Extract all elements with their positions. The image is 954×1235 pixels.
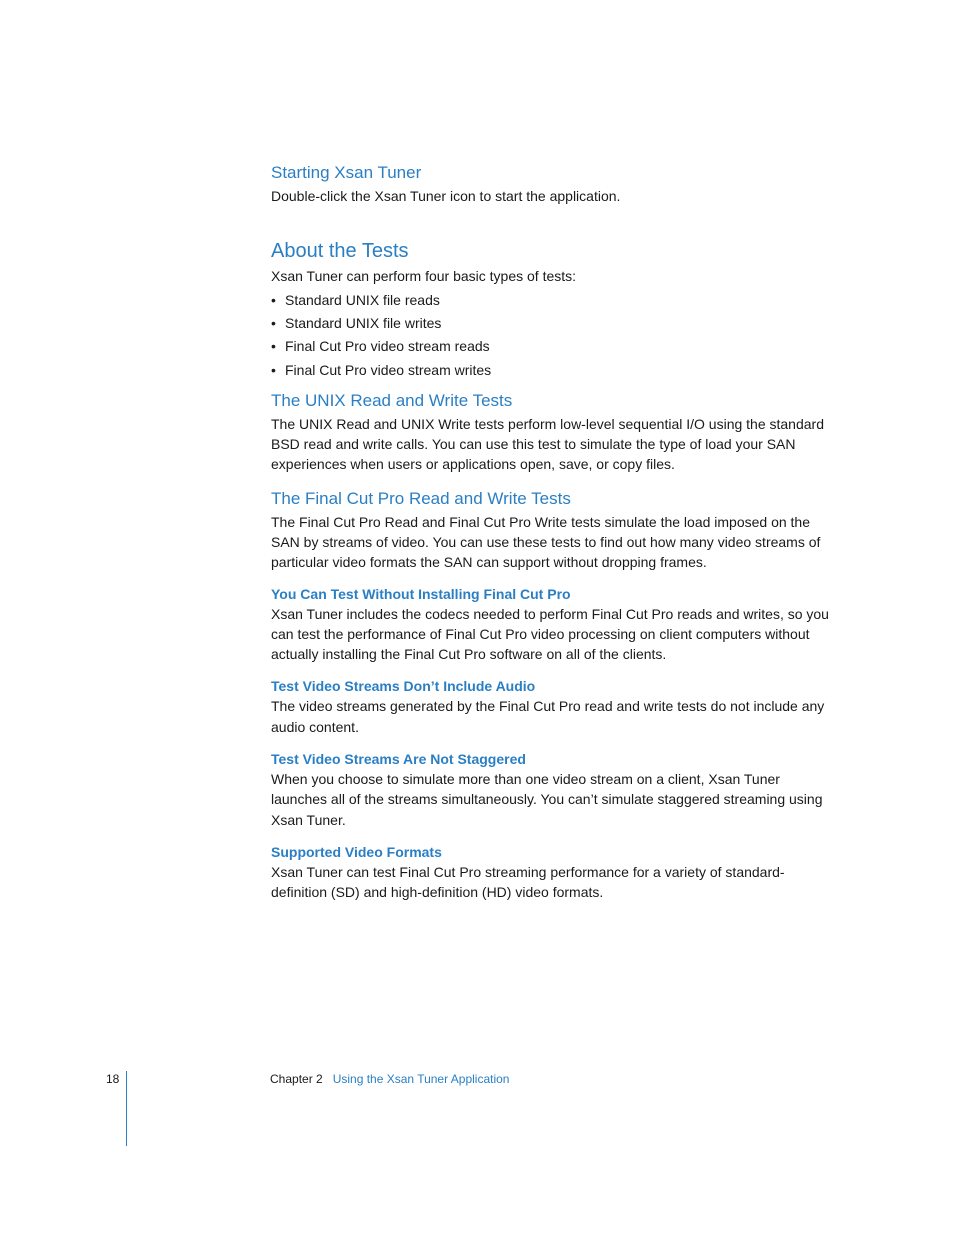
paragraph-unix: The UNIX Read and UNIX Write tests perform low-level sequential I/O using the standard BSD read and write calls. You can use this test to simulate the type of load your SAN experiences when users or applications open, save, or copy files.: [271, 415, 824, 473]
chapter-title: Using the Xsan Tuner Application: [332, 1072, 510, 1086]
footer-divider: [126, 1071, 127, 1146]
bullet-icon: •: [271, 314, 276, 331]
paragraph-not-staggered: When you choose to simulate more than one video stream on a client, Xsan Tuner launches all of the streams simultaneously. You can’t simulate staggered streaming using Xsan Tuner.: [271, 771, 823, 828]
heading-supported-formats: Supported Video Formats: [271, 843, 442, 860]
list-item: • Standard UNIX file writes: [271, 314, 442, 331]
footer-chapter: [270, 1072, 509, 1086]
bullet-icon: •: [271, 338, 276, 355]
heading-not-staggered: Test Video Streams Are Not Staggered: [271, 751, 526, 768]
chapter-label: Chapter 2: [270, 1072, 323, 1086]
paragraph-about-intro: Xsan Tuner can perform four basic types of tests:: [271, 268, 577, 285]
heading-unix-tests: The UNIX Read and Write Tests: [271, 390, 513, 410]
list-item: • Standard UNIX file reads: [271, 291, 440, 308]
heading-no-install: You Can Test Without Installing Final Cut Pro: [271, 585, 571, 602]
list-item: • Final Cut Pro video stream writes: [271, 361, 492, 378]
list-item: • Final Cut Pro video stream reads: [271, 338, 490, 355]
paragraph-no-audio: The video streams generated by the Final Cut Pro read and write tests do not include any audio content.: [271, 698, 825, 735]
paragraph-starting: Double-click the Xsan Tuner icon to start the application.: [271, 188, 621, 204]
paragraph-no-install: Xsan Tuner includes the codecs needed to perform Final Cut Pro reads and writes, so you can test the performance of Final Cut Pro video processing on client computers without actually installing the Final Cut Pro software on all of the clients.: [271, 605, 829, 663]
page-number: 18: [106, 1072, 120, 1086]
heading-fcp-tests: The Final Cut Pro Read and Write Tests: [271, 488, 571, 508]
paragraph-supported-formats: Xsan Tuner can test Final Cut Pro streaming performance for a variety of standard-definition (SD) and high-definition (HD) video formats.: [271, 863, 785, 901]
page-content: [271, 160, 831, 903]
heading-starting-xsan-tuner: Starting Xsan Tuner: [271, 163, 422, 182]
paragraph-fcp: The Final Cut Pro Read and Final Cut Pro Write tests simulate the load imposed on the SAN by streams of video. You can use these tests to find out how many video streams of particular video formats the SAN can support without dropping frames.: [271, 513, 821, 571]
bullet-icon: •: [271, 361, 276, 378]
heading-no-audio: Test Video Streams Don’t Include Audio: [271, 678, 536, 695]
heading-about-the-tests: About the Tests: [271, 240, 409, 263]
bullet-icon: •: [271, 291, 276, 308]
test-types-list: [271, 290, 831, 380]
